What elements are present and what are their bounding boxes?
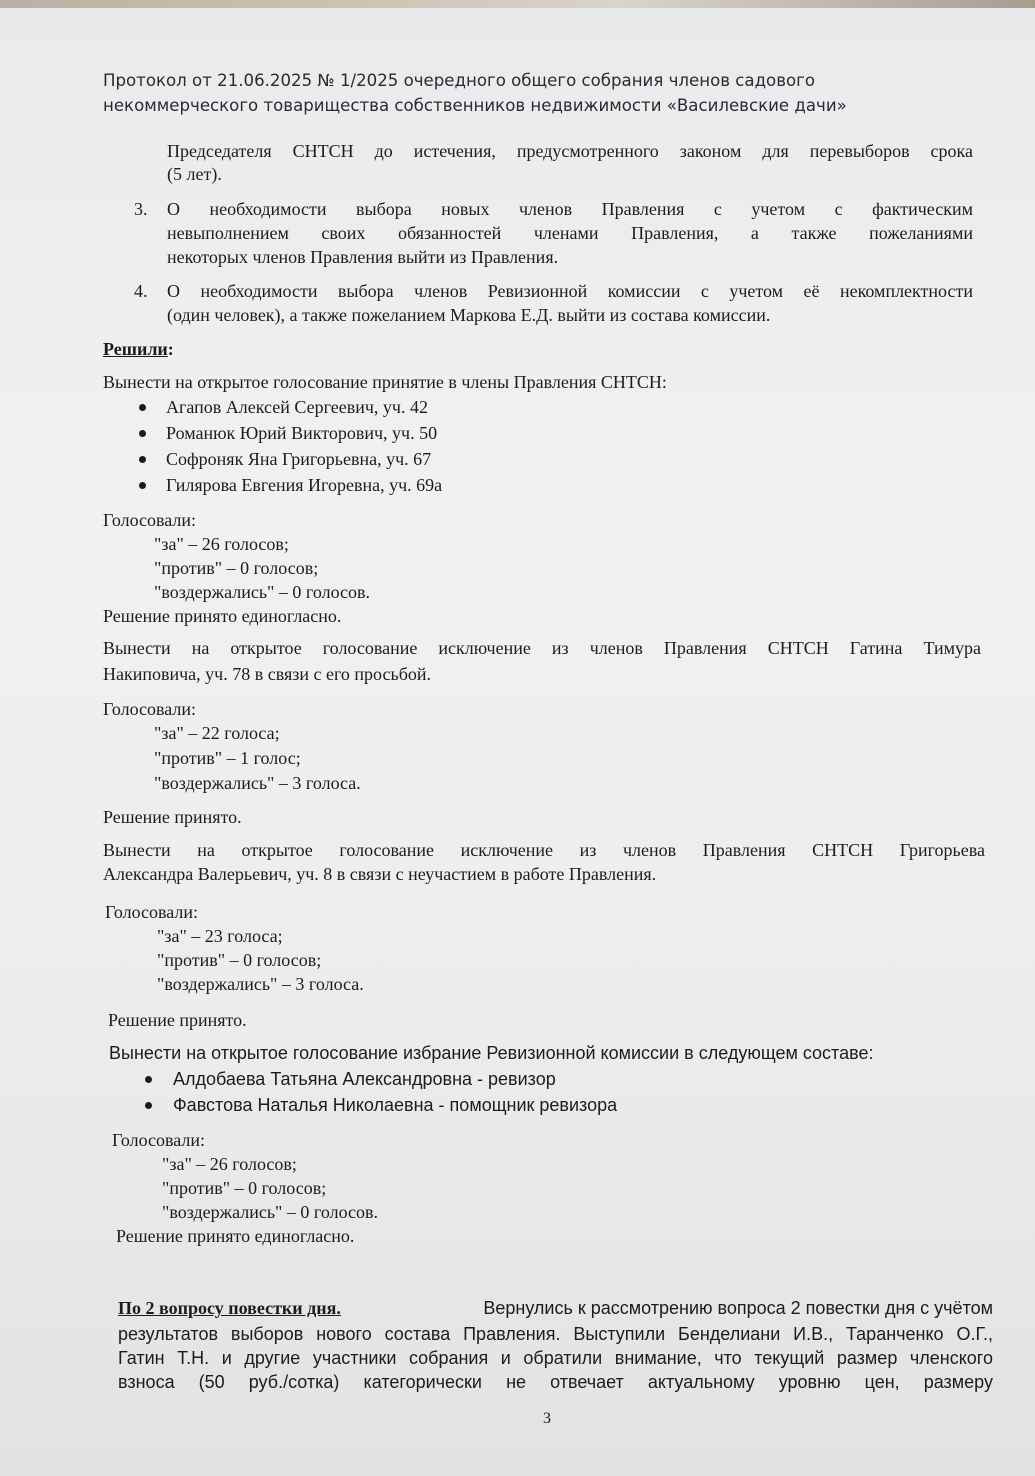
- agenda-item-line: некоторых членов Правления выйти из Правления.: [167, 247, 559, 267]
- bullet-icon: [139, 430, 146, 437]
- candidate-item: Агапов Алексей Сергеевич, уч. 42: [166, 397, 428, 417]
- bullet-icon: [139, 482, 146, 489]
- voted-label: Голосовали:: [103, 510, 197, 530]
- question2-text: результатов выборов нового состава Правления. Выступили Бенделиани И.В., Таранченко О.Г.,: [118, 1324, 993, 1344]
- question2-text: взноса (50 руб./сотка) категорически не отвечает актуальному уровню цен, размеру: [118, 1372, 993, 1392]
- voted-label: Голосовали:: [112, 1130, 206, 1150]
- document-header: Протокол от 21.06.2025 № 1/2025 очередного общего собрания членов садового некоммерческого товарищества собственников недвижимости «Василевские дачи»: [103, 71, 847, 115]
- agenda-item-line: невыполнением своих обязанностей членами Правления, а также пожеланиями: [167, 223, 973, 243]
- vote-against: "против" – 0 голосов;: [157, 950, 322, 970]
- candidate-item: Софроняк Яна Григорьевна, уч. 67: [166, 449, 432, 469]
- agenda-continuation-line: Председателя СНТСН до истечения, предусмотренного законом для перевыборов срока: [167, 141, 973, 161]
- resolved-heading: [103, 337, 174, 361]
- vote-abstained: "воздержались" – 3 голоса.: [157, 974, 364, 994]
- vote-for: "за" – 26 голосов;: [162, 1154, 297, 1174]
- vote-for: "за" – 26 голосов;: [154, 534, 289, 554]
- agenda-item-line: (один человек), а также пожеланием Маркова Е.Д. выйти из состава комиссии.: [167, 305, 771, 325]
- vote-intro: Вынести на открытое голосование принятие в члены Правления СНТСН:: [103, 372, 667, 392]
- decision-text: Решение принято единогласно.: [116, 1226, 355, 1246]
- decision-text: Решение принято.: [103, 807, 242, 827]
- agenda-continuation-line: (5 лет).: [167, 164, 222, 184]
- question2-heading: По 2 вопросу повестки дня.: [118, 1298, 341, 1318]
- vote-against: "против" – 1 голос;: [154, 748, 301, 768]
- agenda-item-number: 3.: [134, 199, 148, 219]
- bullet-icon: [139, 404, 146, 411]
- vote-abstained: "воздержались" – 3 голоса.: [154, 773, 361, 793]
- vote-intro: Александра Валерьевич, уч. 8 в связи с неучастием в работе Правления.: [103, 864, 657, 884]
- vote-abstained: "воздержались" – 0 голосов.: [162, 1202, 379, 1222]
- vote-against: "против" – 0 голосов;: [154, 558, 319, 578]
- vote-intro: Вынести на открытое голосование исключение из членов Правления СНТСН Григорьева: [103, 840, 985, 860]
- question2-text: Гатин Т.Н. и другие участники собрания и обратили внимание, что текущий размер членского: [118, 1348, 993, 1368]
- vote-intro: Вынести на открытое голосование избрание Ревизионной комиссии в следующем составе:: [109, 1043, 874, 1063]
- bullet-icon: [139, 456, 146, 463]
- vote-for: "за" – 23 голоса;: [157, 926, 283, 946]
- vote-for: "за" – 22 голоса;: [154, 723, 280, 743]
- voted-label: Голосовали:: [103, 699, 197, 719]
- page-number: 3: [543, 1410, 551, 1427]
- commission-member: Фавстова Наталья Николаевна - помощник ревизора: [173, 1095, 618, 1115]
- question2-first-line: [118, 1296, 993, 1320]
- vote-intro: Накиповича, уч. 78 в связи с его просьбой.: [103, 664, 431, 684]
- agenda-item-line: О необходимости выбора членов Ревизионной комиссии с учетом её некомплектности: [167, 281, 973, 301]
- candidate-item: Гилярова Евгения Игоревна, уч. 69а: [166, 475, 443, 495]
- vote-intro: Вынести на открытое голосование исключение из членов Правления СНТСН Гатина Тимура: [103, 638, 981, 658]
- question2-text: Вернулись к рассмотрению вопроса 2 повестки дня с учётом: [483, 1298, 993, 1318]
- resolved-heading-colon: :: [167, 339, 174, 359]
- photo-top-edge: [0, 0, 1035, 8]
- vote-abstained: "воздержались" – 0 голосов.: [154, 582, 371, 602]
- decision-text: Решение принято единогласно.: [103, 606, 342, 626]
- bullet-icon: [145, 1102, 152, 1109]
- decision-text: Решение принято.: [108, 1010, 247, 1030]
- vote-against: "против" – 0 голосов;: [162, 1178, 327, 1198]
- resolved-heading-text: Решили: [103, 339, 168, 359]
- voted-label: Голосовали:: [105, 902, 199, 922]
- candidate-item: Романюк Юрий Викторович, уч. 50: [166, 423, 438, 443]
- bullet-icon: [145, 1076, 152, 1083]
- agenda-item-line: О необходимости выбора новых членов Правления с учетом с фактическим: [167, 199, 973, 219]
- agenda-item-number: 4.: [134, 281, 148, 301]
- commission-member: Алдобаева Татьяна Александровна - ревизор: [173, 1069, 556, 1089]
